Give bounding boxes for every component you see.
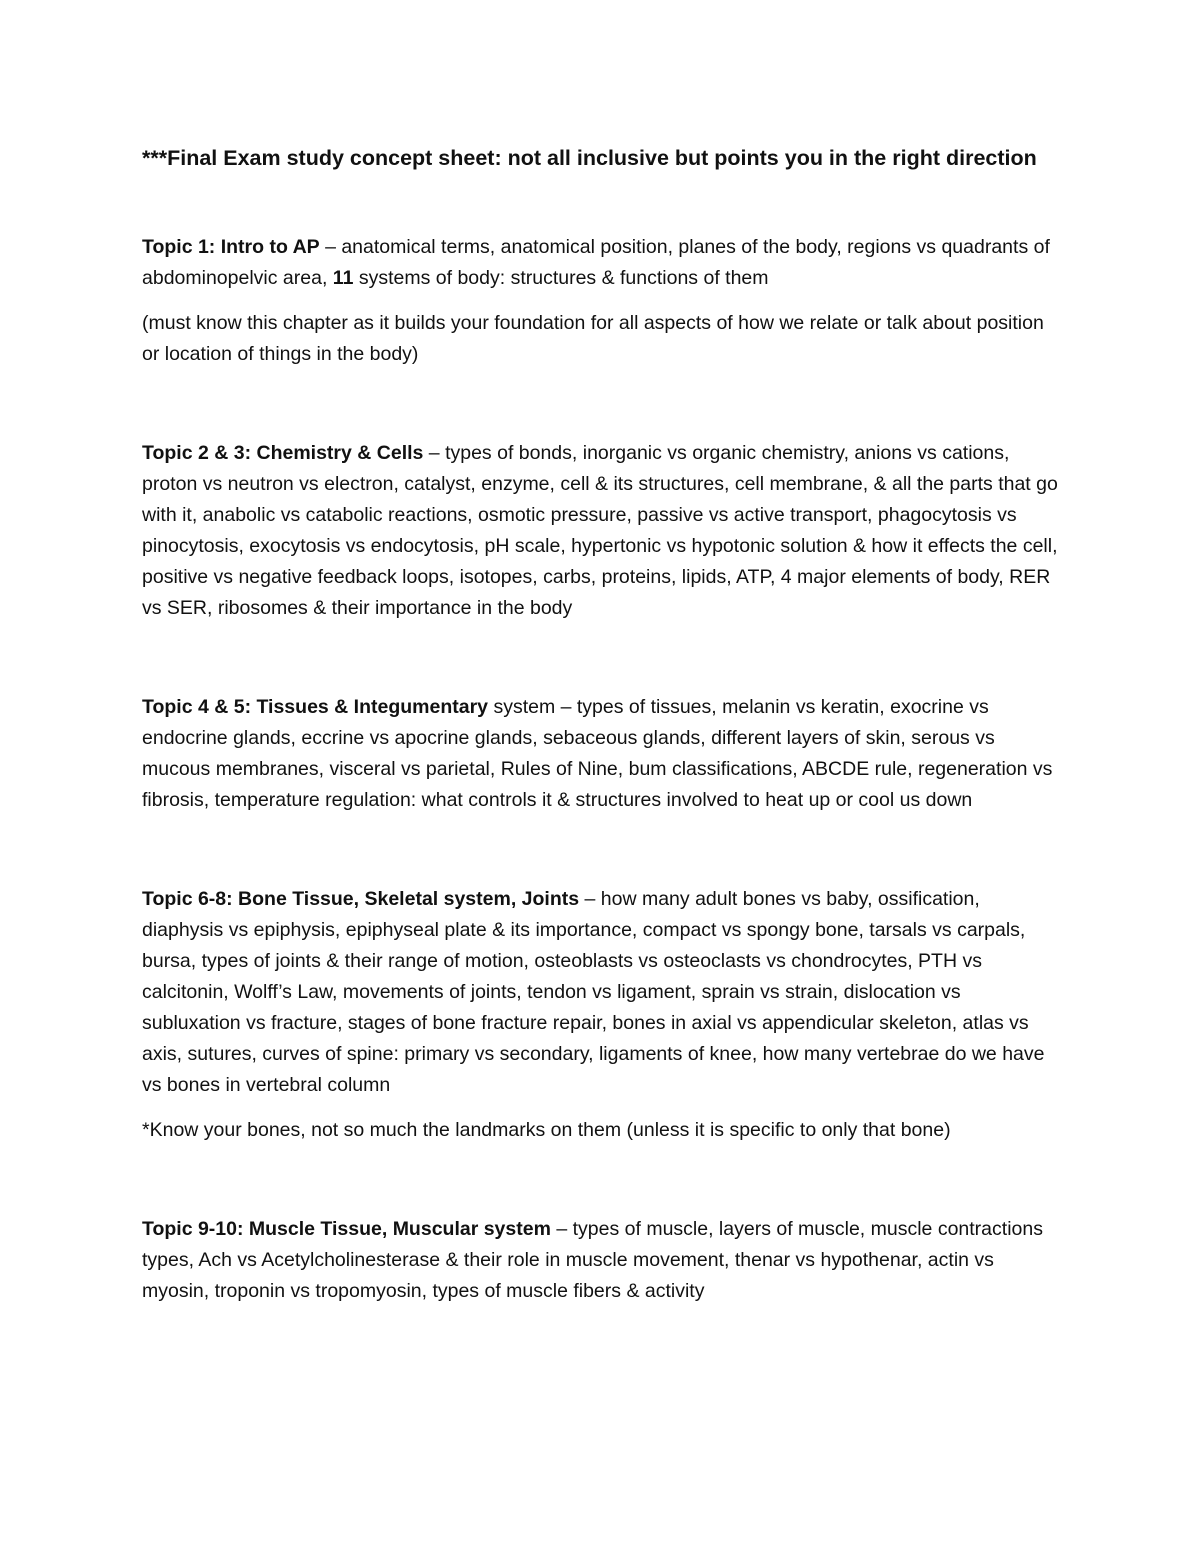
topic-6-body: – how many adult bones vs baby, ossification, diaphysis vs epiphysis, epiphyseal plate & its importance, compact vs spongy bone, tarsals vs carpals, bursa, types of joints & their range of motion, osteoblasts vs osteoclasts vs chondrocytes, PTH vs calcitonin, Wolff’s Law, movements of joints, tendon vs ligament, sprain vs strain, dislocation vs subluxation vs fracture, stages of bone fracture repair, bones in axial vs appendicular skeleton, atlas vs axis, sutures, curves of spine: primary vs secondary, ligaments of knee, how many vertebrae do we have vs bones in vertebral column	[142, 888, 1045, 1096]
topic-9-body: – types of muscle, layers of muscle, muscle contractions types, Ach vs Acetylcholinesterase & their role in muscle movement, thenar vs hypothenar, actin vs myosin, troponin vs tropomyosin, types of muscle fibers & activity	[142, 1218, 1043, 1302]
topic-1-body-b: systems of body: structures & functions of them	[353, 267, 769, 289]
topic-2-paragraph	[142, 438, 1062, 624]
spacer	[142, 370, 1062, 438]
topic-4-body: system – types of tissues, melanin vs keratin, exocrine vs endocrine glands, eccrine vs apocrine glands, sebaceous glands, different layers of skin, serous vs mucous membranes, visceral vs parietal, Rules of Nine, bum classifications, ABCDE rule, regeneration vs fibrosis, temperature regulation: what controls it & structures involved to heat up or cool us down	[142, 696, 1053, 811]
topic-2-body: – types of bonds, inorganic vs organic chemistry, anions vs cations, proton vs neutron vs electron, catalyst, enzyme, cell & its structures, cell membrane, & all the parts that go with it, anabolic vs catabolic reactions, osmotic pressure, passive vs active transport, phagocytosis vs pinocytosis, exocytosis vs endocytosis, pH scale, hypertonic vs hypotonic solution & how it effects the cell, positive vs negative feedback loops, isotopes, carbs, proteins, lipids, ATP, 4 major elements of body, RER vs SER, ribosomes & their importance in the body	[142, 442, 1058, 619]
topic-2-heading: Topic 2 & 3: Chemistry & Cells	[142, 442, 424, 464]
spacer	[142, 816, 1062, 884]
document-page	[142, 140, 1062, 1307]
topic-1-note: (must know this chapter as it builds your foundation for all aspects of how we relate or talk about position or location of things in the body)	[142, 312, 1044, 365]
topic-6-note: *Know your bones, not so much the landmarks on them (unless it is specific to only that bone)	[142, 1119, 951, 1141]
spacer	[142, 1146, 1062, 1214]
topic-4-paragraph	[142, 692, 1062, 816]
topic-6-paragraph	[142, 884, 1062, 1101]
topic-1-heading: Topic 1: Intro to AP	[142, 236, 320, 258]
spacer	[142, 1101, 1062, 1115]
topic-9-paragraph	[142, 1214, 1062, 1307]
document-title: ***Final Exam study concept sheet: not all inclusive but points you in the right direction	[142, 146, 1037, 170]
topic-4-heading: Topic 4 & 5: Tissues & Integumentary	[142, 696, 489, 718]
topic-1-body-bold: 11	[332, 267, 354, 289]
topic-6-heading: Topic 6-8: Bone Tissue, Skeletal system, Joints	[142, 888, 580, 910]
spacer	[142, 624, 1062, 692]
topic-1-paragraph	[142, 232, 1062, 294]
topic-9-heading: Topic 9-10: Muscle Tissue, Muscular system	[142, 1218, 551, 1240]
spacer	[142, 177, 1062, 232]
topic-1-body-a: – anatomical terms, anatomical position, planes of the body, regions vs quadrants of abdominopelvic area,	[142, 236, 1050, 289]
spacer	[142, 294, 1062, 308]
